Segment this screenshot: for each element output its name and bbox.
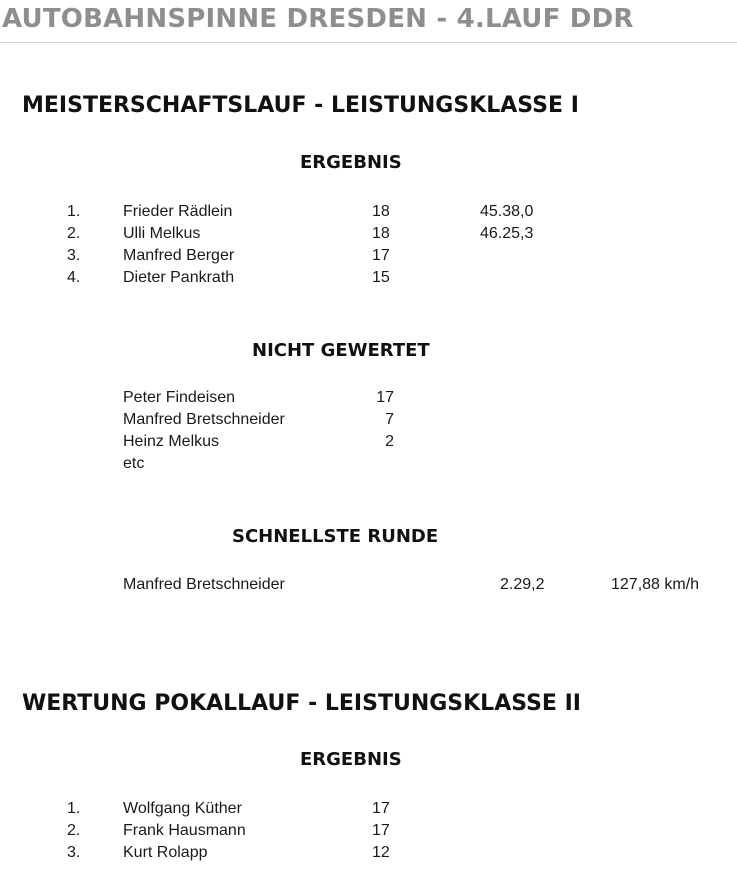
driver-name: Wolfgang Küther xyxy=(123,800,242,817)
not-classified-heading: NICHT GEWERTET xyxy=(252,340,430,361)
results-heading: ERGEBNIS xyxy=(300,749,402,770)
laps-count: 12 xyxy=(372,844,390,861)
result-position: 3. xyxy=(67,247,81,264)
driver-name: Manfred Bretschneider xyxy=(123,576,285,593)
laps-count: 18 xyxy=(372,203,390,220)
lap-time: 2.29,2 xyxy=(500,576,545,593)
laps-count: 15 xyxy=(372,269,390,286)
lap-speed: 127,88 km/h xyxy=(611,576,700,593)
result-row xyxy=(0,820,737,842)
driver-name: Ulli Melkus xyxy=(123,225,201,242)
laps-count: 7 xyxy=(385,411,394,428)
section-title-meisterschaftslauf: MEISTERSCHAFTSLAUF - LEISTUNGSKLASSE I xyxy=(22,93,579,118)
result-row xyxy=(0,842,737,864)
result-position: 2. xyxy=(67,225,81,242)
driver-name: Frieder Rädlein xyxy=(123,203,233,220)
laps-count: 17 xyxy=(372,800,390,817)
laps-count: 17 xyxy=(372,822,390,839)
result-row xyxy=(0,223,737,245)
result-position: 1. xyxy=(67,203,81,220)
result-row xyxy=(0,267,737,289)
results-heading: ERGEBNIS xyxy=(300,152,402,173)
not-classified-row xyxy=(0,453,737,475)
section-title-pokallauf: WERTUNG POKALLAUF - LEISTUNGSKLASSE II xyxy=(22,691,581,716)
laps-count: 17 xyxy=(372,247,390,264)
not-classified-row xyxy=(0,409,737,431)
driver-name: Manfred Berger xyxy=(123,247,235,264)
not-classified-row xyxy=(0,431,737,453)
driver-name: Peter Findeisen xyxy=(123,389,236,406)
result-position: 1. xyxy=(67,800,81,817)
title-divider xyxy=(0,42,737,43)
not-classified-row xyxy=(0,387,737,409)
driver-name: Dieter Pankrath xyxy=(123,269,235,286)
laps-count: 2 xyxy=(385,433,394,450)
driver-name: Manfred Bretschneider xyxy=(123,411,285,428)
result-row xyxy=(0,245,737,267)
fastest-lap-row xyxy=(0,574,737,596)
race-time: 46.25,3 xyxy=(480,225,534,242)
result-row xyxy=(0,201,737,223)
et-cetera-note: etc xyxy=(123,455,145,472)
result-row xyxy=(0,798,737,820)
fastest-lap-heading: SCHNELLSTE RUNDE xyxy=(232,526,439,547)
document-title: AUTOBAHNSPINNE DRESDEN - 4.LAUF DDR xyxy=(2,4,634,34)
race-time: 45.38,0 xyxy=(480,203,534,220)
result-position: 3. xyxy=(67,844,81,861)
laps-count: 18 xyxy=(372,225,390,242)
result-position: 4. xyxy=(67,269,81,286)
result-position: 2. xyxy=(67,822,81,839)
driver-name: Heinz Melkus xyxy=(123,433,220,450)
driver-name: Frank Hausmann xyxy=(123,822,246,839)
driver-name: Kurt Rolapp xyxy=(123,844,208,861)
laps-count: 17 xyxy=(376,389,394,406)
